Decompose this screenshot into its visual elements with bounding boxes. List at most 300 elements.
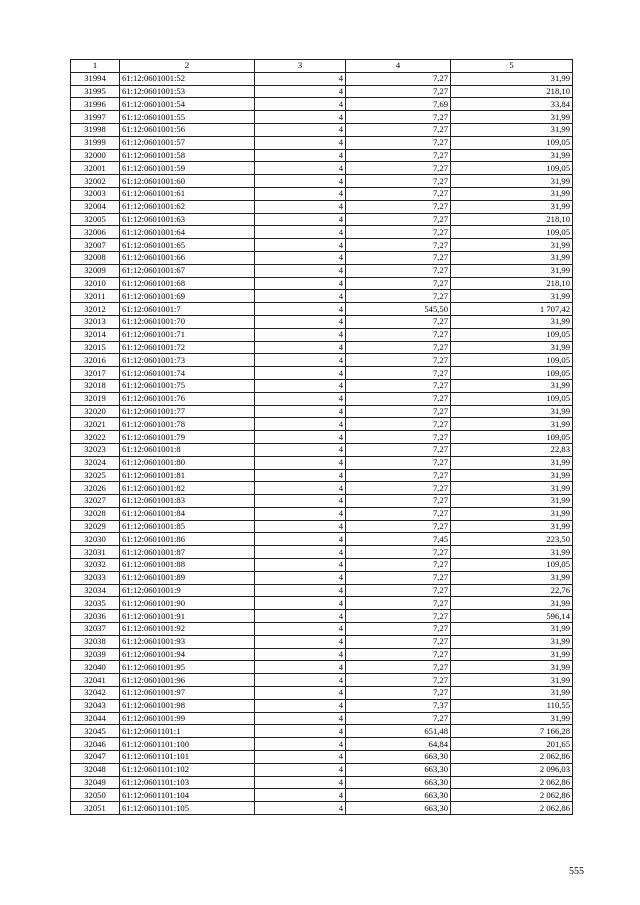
row-index-cell: 32025 (71, 469, 120, 482)
cadastral-number-cell: 61:12:0601101:105 (120, 802, 255, 815)
row-index-cell: 32010 (71, 277, 120, 290)
amount-cell: 31,99 (451, 405, 573, 418)
cadastral-number-cell: 61:12:0601001:91 (120, 610, 255, 623)
table-row (71, 674, 573, 687)
amount-cell: 31,99 (451, 623, 573, 636)
row-index-cell: 32050 (71, 789, 120, 802)
category-cell: 4 (255, 303, 346, 316)
cadastral-number-cell: 61:12:0601001:73 (120, 354, 255, 367)
row-index-cell: 32022 (71, 431, 120, 444)
row-index-cell: 32029 (71, 520, 120, 533)
value-cell: 7,27 (346, 584, 451, 597)
row-index-cell: 32008 (71, 251, 120, 264)
table-row (71, 661, 573, 674)
category-cell: 4 (255, 699, 346, 712)
cadastral-number-cell: 61:12:0601001:89 (120, 571, 255, 584)
table-row (71, 187, 573, 200)
value-cell: 7,27 (346, 469, 451, 482)
cadastral-number-cell: 61:12:0601001:70 (120, 315, 255, 328)
amount-cell: 2 096,03 (451, 763, 573, 776)
cadastral-number-cell: 61:12:0601001:54 (120, 98, 255, 111)
table-row (71, 495, 573, 508)
category-cell: 4 (255, 661, 346, 674)
table-row (71, 85, 573, 98)
value-cell: 7,27 (346, 277, 451, 290)
category-cell: 4 (255, 802, 346, 815)
amount-cell: 31,99 (451, 520, 573, 533)
value-cell: 7,45 (346, 533, 451, 546)
cadastral-number-cell: 61:12:0601001:79 (120, 431, 255, 444)
table-row (71, 584, 573, 597)
cadastral-number-cell: 61:12:0601001:86 (120, 533, 255, 546)
amount-cell: 31,99 (451, 712, 573, 725)
value-cell: 7,27 (346, 674, 451, 687)
value-cell: 7,27 (346, 456, 451, 469)
table-row (71, 623, 573, 636)
category-cell: 4 (255, 635, 346, 648)
row-index-cell: 32021 (71, 418, 120, 431)
value-cell: 7,37 (346, 699, 451, 712)
amount-cell: 31,99 (451, 661, 573, 674)
amount-cell: 31,99 (451, 290, 573, 303)
category-cell: 4 (255, 264, 346, 277)
amount-cell: 31,99 (451, 239, 573, 252)
table-row (71, 725, 573, 738)
category-cell: 4 (255, 584, 346, 597)
table-row (71, 213, 573, 226)
value-cell: 7,27 (346, 418, 451, 431)
amount-cell: 31,99 (451, 72, 573, 85)
table-row (71, 354, 573, 367)
cadastral-number-cell: 61:12:0601001:62 (120, 200, 255, 213)
row-index-cell: 32004 (71, 200, 120, 213)
category-cell: 4 (255, 85, 346, 98)
amount-cell: 31,99 (451, 597, 573, 610)
amount-cell: 2 062,86 (451, 802, 573, 815)
amount-cell: 31,99 (451, 495, 573, 508)
table-row (71, 520, 573, 533)
value-cell: 663,30 (346, 789, 451, 802)
value-cell: 7,27 (346, 507, 451, 520)
value-cell: 651,48 (346, 725, 451, 738)
amount-cell: 218,10 (451, 277, 573, 290)
row-index-cell: 32002 (71, 175, 120, 188)
category-cell: 4 (255, 367, 346, 380)
category-cell: 4 (255, 136, 346, 149)
row-index-cell: 32015 (71, 341, 120, 354)
value-cell: 663,30 (346, 751, 451, 764)
value-cell: 7,27 (346, 187, 451, 200)
category-cell: 4 (255, 290, 346, 303)
table-row (71, 571, 573, 584)
cadastral-number-cell: 61:12:0601001:67 (120, 264, 255, 277)
table-row (71, 405, 573, 418)
value-cell: 7,27 (346, 661, 451, 674)
row-index-cell: 32042 (71, 687, 120, 700)
row-index-cell: 32001 (71, 162, 120, 175)
column-header: 1 (71, 60, 120, 73)
value-cell: 7,27 (346, 162, 451, 175)
category-cell: 4 (255, 712, 346, 725)
value-cell: 7,27 (346, 597, 451, 610)
row-index-cell: 31996 (71, 98, 120, 111)
row-index-cell: 32033 (71, 571, 120, 584)
row-index-cell: 32003 (71, 187, 120, 200)
cadastral-number-cell: 61:12:0601001:58 (120, 149, 255, 162)
row-index-cell: 32027 (71, 495, 120, 508)
row-index-cell: 32011 (71, 290, 120, 303)
value-cell: 7,27 (346, 226, 451, 239)
amount-cell: 31,99 (451, 200, 573, 213)
value-cell: 7,27 (346, 623, 451, 636)
category-cell: 4 (255, 546, 346, 559)
value-cell: 7,27 (346, 251, 451, 264)
row-index-cell: 32009 (71, 264, 120, 277)
cadastral-number-cell: 61:12:0601001:9 (120, 584, 255, 597)
category-cell: 4 (255, 725, 346, 738)
table-row (71, 392, 573, 405)
value-cell: 7,69 (346, 98, 451, 111)
value-cell: 545,50 (346, 303, 451, 316)
amount-cell: 109,05 (451, 392, 573, 405)
category-cell: 4 (255, 751, 346, 764)
row-index-cell: 31998 (71, 123, 120, 136)
amount-cell: 22,76 (451, 584, 573, 597)
value-cell: 7,27 (346, 149, 451, 162)
amount-cell: 31,99 (451, 507, 573, 520)
category-cell: 4 (255, 507, 346, 520)
category-cell: 4 (255, 687, 346, 700)
row-index-cell: 32041 (71, 674, 120, 687)
amount-cell: 22,83 (451, 443, 573, 456)
row-index-cell: 32017 (71, 367, 120, 380)
amount-cell: 31,99 (451, 456, 573, 469)
row-index-cell: 32000 (71, 149, 120, 162)
cadastral-number-cell: 61:12:0601001:92 (120, 623, 255, 636)
cadastral-number-cell: 61:12:0601001:56 (120, 123, 255, 136)
amount-cell: 31,99 (451, 251, 573, 264)
cadastral-number-cell: 61:12:0601001:99 (120, 712, 255, 725)
row-index-cell: 32028 (71, 507, 120, 520)
value-cell: 7,27 (346, 328, 451, 341)
table-row (71, 507, 573, 520)
row-index-cell: 31997 (71, 111, 120, 124)
table-row (71, 290, 573, 303)
category-cell: 4 (255, 315, 346, 328)
amount-cell: 109,05 (451, 226, 573, 239)
value-cell: 7,27 (346, 443, 451, 456)
value-cell: 7,27 (346, 354, 451, 367)
value-cell: 7,27 (346, 315, 451, 328)
table-row (71, 699, 573, 712)
category-cell: 4 (255, 405, 346, 418)
category-cell: 4 (255, 379, 346, 392)
cadastral-number-cell: 61:12:0601001:71 (120, 328, 255, 341)
category-cell: 4 (255, 354, 346, 367)
column-header: 5 (451, 60, 573, 73)
table-body (71, 72, 573, 814)
category-cell: 4 (255, 571, 346, 584)
page-number: 555 (569, 866, 584, 877)
category-cell: 4 (255, 648, 346, 661)
table-row (71, 738, 573, 751)
amount-cell: 2 062,86 (451, 751, 573, 764)
amount-cell: 109,05 (451, 354, 573, 367)
row-index-cell: 31995 (71, 85, 120, 98)
row-index-cell: 32018 (71, 379, 120, 392)
value-cell: 7,27 (346, 290, 451, 303)
row-index-cell: 32016 (71, 354, 120, 367)
category-cell: 4 (255, 162, 346, 175)
amount-cell: 31,99 (451, 315, 573, 328)
row-index-cell: 32030 (71, 533, 120, 546)
amount-cell: 109,05 (451, 162, 573, 175)
amount-cell: 109,05 (451, 136, 573, 149)
cadastral-number-cell: 61:12:0601101:101 (120, 751, 255, 764)
value-cell: 663,30 (346, 763, 451, 776)
amount-cell: 31,99 (451, 418, 573, 431)
category-cell: 4 (255, 226, 346, 239)
row-index-cell: 32039 (71, 648, 120, 661)
table-header-row (71, 60, 573, 73)
value-cell: 7,27 (346, 111, 451, 124)
cadastral-number-cell: 61:12:0601101:100 (120, 738, 255, 751)
column-header: 4 (346, 60, 451, 73)
category-cell: 4 (255, 175, 346, 188)
table-row (71, 123, 573, 136)
cadastral-number-cell: 61:12:0601101:103 (120, 776, 255, 789)
category-cell: 4 (255, 251, 346, 264)
value-cell: 7,27 (346, 431, 451, 444)
cadastral-number-cell: 61:12:0601001:68 (120, 277, 255, 290)
category-cell: 4 (255, 776, 346, 789)
amount-cell: 109,05 (451, 559, 573, 572)
value-cell: 64,84 (346, 738, 451, 751)
value-cell: 7,27 (346, 72, 451, 85)
cadastral-number-cell: 61:12:0601001:88 (120, 559, 255, 572)
cadastral-number-cell: 61:12:0601001:81 (120, 469, 255, 482)
amount-cell: 31,99 (451, 187, 573, 200)
value-cell: 7,27 (346, 379, 451, 392)
cadastral-number-cell: 61:12:0601101:104 (120, 789, 255, 802)
table-row (71, 776, 573, 789)
table-row (71, 443, 573, 456)
cadastral-number-cell: 61:12:0601001:61 (120, 187, 255, 200)
table-row (71, 802, 573, 815)
amount-cell: 31,99 (451, 674, 573, 687)
cadastral-number-cell: 61:12:0601001:74 (120, 367, 255, 380)
value-cell: 7,27 (346, 239, 451, 252)
cadastral-number-cell: 61:12:0601001:52 (120, 72, 255, 85)
cadastral-number-cell: 61:12:0601001:83 (120, 495, 255, 508)
cadastral-number-cell: 61:12:0601001:60 (120, 175, 255, 188)
value-cell: 7,27 (346, 367, 451, 380)
table-row (71, 315, 573, 328)
cadastral-number-cell: 61:12:0601001:93 (120, 635, 255, 648)
amount-cell: 109,05 (451, 431, 573, 444)
category-cell: 4 (255, 597, 346, 610)
cadastral-number-cell: 61:12:0601001:65 (120, 239, 255, 252)
table-row (71, 418, 573, 431)
amount-cell: 218,10 (451, 85, 573, 98)
category-cell: 4 (255, 610, 346, 623)
row-index-cell: 32047 (71, 751, 120, 764)
cadastral-number-cell: 61:12:0601001:82 (120, 482, 255, 495)
table-row (71, 712, 573, 725)
column-header: 2 (120, 60, 255, 73)
category-cell: 4 (255, 456, 346, 469)
row-index-cell: 32012 (71, 303, 120, 316)
category-cell: 4 (255, 418, 346, 431)
amount-cell: 1 707,42 (451, 303, 573, 316)
table-row (71, 367, 573, 380)
amount-cell: 31,99 (451, 379, 573, 392)
cadastral-number-cell: 61:12:0601001:76 (120, 392, 255, 405)
row-index-cell: 32020 (71, 405, 120, 418)
category-cell: 4 (255, 187, 346, 200)
category-cell: 4 (255, 277, 346, 290)
category-cell: 4 (255, 469, 346, 482)
category-cell: 4 (255, 149, 346, 162)
table-row (71, 200, 573, 213)
category-cell: 4 (255, 123, 346, 136)
cadastral-number-cell: 61:12:0601001:95 (120, 661, 255, 674)
cadastral-number-cell: 61:12:0601001:96 (120, 674, 255, 687)
cadastral-number-cell: 61:12:0601001:59 (120, 162, 255, 175)
cadastral-number-cell: 61:12:0601001:97 (120, 687, 255, 700)
table-row (71, 546, 573, 559)
row-index-cell: 32048 (71, 763, 120, 776)
row-index-cell: 32024 (71, 456, 120, 469)
category-cell: 4 (255, 72, 346, 85)
value-cell: 7,27 (346, 482, 451, 495)
category-cell: 4 (255, 763, 346, 776)
cadastral-number-cell: 61:12:0601001:80 (120, 456, 255, 469)
value-cell: 7,27 (346, 200, 451, 213)
document-sheet (70, 59, 573, 815)
table-row (71, 149, 573, 162)
table-row (71, 98, 573, 111)
cadastral-number-cell: 61:12:0601001:87 (120, 546, 255, 559)
category-cell: 4 (255, 328, 346, 341)
value-cell: 7,27 (346, 405, 451, 418)
value-cell: 7,27 (346, 687, 451, 700)
value-cell: 663,30 (346, 776, 451, 789)
value-cell: 7,27 (346, 712, 451, 725)
value-cell: 7,27 (346, 648, 451, 661)
table-row (71, 469, 573, 482)
table-row (71, 533, 573, 546)
row-index-cell: 32035 (71, 597, 120, 610)
amount-cell: 31,99 (451, 469, 573, 482)
amount-cell: 7 166,28 (451, 725, 573, 738)
amount-cell: 31,99 (451, 175, 573, 188)
table-row (71, 111, 573, 124)
row-index-cell: 32034 (71, 584, 120, 597)
cadastral-number-cell: 61:12:0601001:78 (120, 418, 255, 431)
value-cell: 7,27 (346, 546, 451, 559)
value-cell: 7,27 (346, 264, 451, 277)
amount-cell: 109,05 (451, 328, 573, 341)
cadastral-number-cell: 61:12:0601001:94 (120, 648, 255, 661)
category-cell: 4 (255, 738, 346, 751)
row-index-cell: 32006 (71, 226, 120, 239)
amount-cell: 218,10 (451, 213, 573, 226)
row-index-cell: 32049 (71, 776, 120, 789)
category-cell: 4 (255, 111, 346, 124)
row-index-cell: 31994 (71, 72, 120, 85)
cadastral-number-cell: 61:12:0601001:75 (120, 379, 255, 392)
row-index-cell: 32031 (71, 546, 120, 559)
value-cell: 7,27 (346, 610, 451, 623)
table-row (71, 482, 573, 495)
cadastral-number-cell: 61:12:0601001:63 (120, 213, 255, 226)
amount-cell: 201,65 (451, 738, 573, 751)
category-cell: 4 (255, 98, 346, 111)
cadastral-number-cell: 61:12:0601001:57 (120, 136, 255, 149)
value-cell: 7,27 (346, 213, 451, 226)
table-row (71, 789, 573, 802)
category-cell: 4 (255, 200, 346, 213)
table-row (71, 251, 573, 264)
table-row (71, 763, 573, 776)
cadastral-number-cell: 61:12:0601001:72 (120, 341, 255, 354)
table-row (71, 610, 573, 623)
row-index-cell: 32044 (71, 712, 120, 725)
row-index-cell: 32023 (71, 443, 120, 456)
row-index-cell: 32036 (71, 610, 120, 623)
category-cell: 4 (255, 392, 346, 405)
amount-cell: 223,50 (451, 533, 573, 546)
amount-cell: 2 062,86 (451, 789, 573, 802)
cadastral-number-cell: 61:12:0601001:84 (120, 507, 255, 520)
table-row (71, 751, 573, 764)
cadastral-number-cell: 61:12:0601001:64 (120, 226, 255, 239)
cadastral-number-cell: 61:12:0601101:102 (120, 763, 255, 776)
value-cell: 7,27 (346, 123, 451, 136)
category-cell: 4 (255, 341, 346, 354)
amount-cell: 33,84 (451, 98, 573, 111)
row-index-cell: 32005 (71, 213, 120, 226)
category-cell: 4 (255, 533, 346, 546)
value-cell: 7,27 (346, 520, 451, 533)
cadastral-number-cell: 61:12:0601001:85 (120, 520, 255, 533)
cadastral-number-cell: 61:12:0601001:77 (120, 405, 255, 418)
cadastral-number-cell: 61:12:0601101:1 (120, 725, 255, 738)
row-index-cell: 32043 (71, 699, 120, 712)
table-row (71, 303, 573, 316)
row-index-cell: 32038 (71, 635, 120, 648)
value-cell: 7,27 (346, 571, 451, 584)
table-row (71, 277, 573, 290)
table-row (71, 136, 573, 149)
amount-cell: 2 062,86 (451, 776, 573, 789)
table-row (71, 635, 573, 648)
amount-cell: 31,99 (451, 635, 573, 648)
amount-cell: 31,99 (451, 648, 573, 661)
category-cell: 4 (255, 559, 346, 572)
table-row (71, 72, 573, 85)
value-cell: 7,27 (346, 175, 451, 188)
row-index-cell: 32032 (71, 559, 120, 572)
table-row (71, 597, 573, 610)
value-cell: 7,27 (346, 85, 451, 98)
table-row (71, 162, 573, 175)
value-cell: 7,27 (346, 392, 451, 405)
row-index-cell: 32037 (71, 623, 120, 636)
category-cell: 4 (255, 495, 346, 508)
amount-cell: 31,99 (451, 571, 573, 584)
